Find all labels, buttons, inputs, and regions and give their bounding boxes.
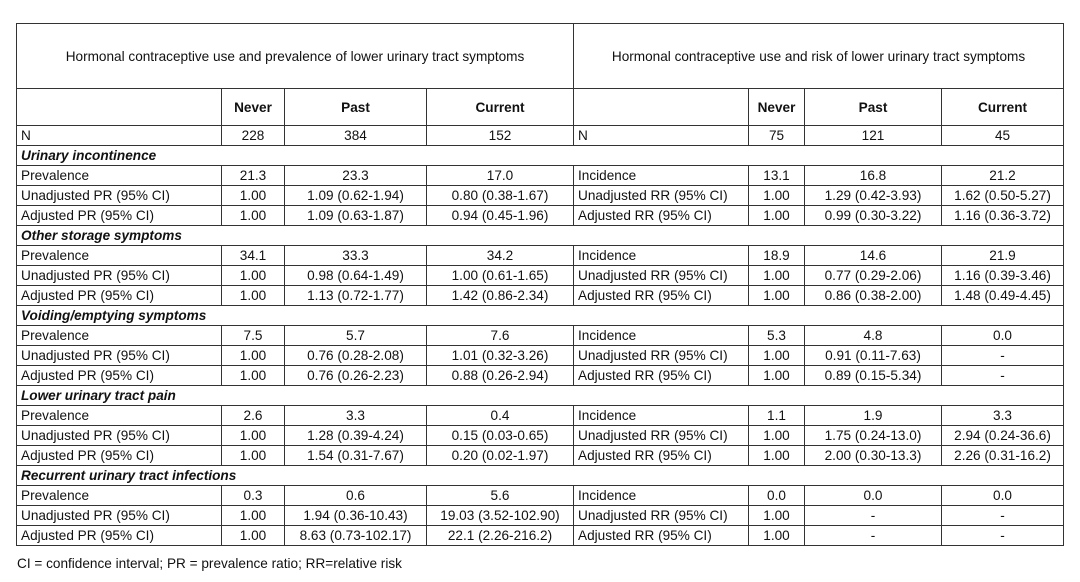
value-past-left: 1.13 (0.72-1.77) (285, 286, 427, 306)
value-current-right: - (942, 366, 1064, 386)
row-label-left: Prevalence (17, 406, 222, 426)
n-label-left: N (17, 126, 222, 146)
header-current-left: Current (427, 89, 574, 126)
value-never-right: 13.1 (749, 166, 805, 186)
row-label-left: Prevalence (17, 246, 222, 266)
value-never-left: 1.00 (222, 266, 285, 286)
row-label-right: Incidence (574, 166, 749, 186)
row-label-right: Unadjusted RR (95% CI) (574, 346, 749, 366)
header-current-right: Current (942, 89, 1064, 126)
section-title: Voiding/emptying symptoms (17, 306, 1064, 326)
section-row (17, 226, 1064, 246)
n-never-left: 228 (222, 126, 285, 146)
header-never-right: Never (749, 89, 805, 126)
value-never-right: 1.00 (749, 346, 805, 366)
row-label-right: Unadjusted RR (95% CI) (574, 426, 749, 446)
value-current-right: 1.62 (0.50-5.27) (942, 186, 1064, 206)
value-never-right: 1.00 (749, 186, 805, 206)
table-row (17, 346, 1064, 366)
value-past-left: 0.76 (0.28-2.08) (285, 346, 427, 366)
value-past-left: 1.28 (0.39-4.24) (285, 426, 427, 446)
n-never-right: 75 (749, 126, 805, 146)
value-past-right: 0.0 (805, 486, 942, 506)
value-past-left: 0.76 (0.26-2.23) (285, 366, 427, 386)
value-past-right: 16.8 (805, 166, 942, 186)
header-empty-right (574, 89, 749, 126)
table-row (17, 446, 1064, 466)
value-past-left: 5.7 (285, 326, 427, 346)
section-title: Urinary incontinence (17, 146, 1064, 166)
row-label-right: Incidence (574, 326, 749, 346)
row-label-left: Adjusted PR (95% CI) (17, 526, 222, 546)
row-label-left: Unadjusted PR (95% CI) (17, 426, 222, 446)
n-past-left: 384 (285, 126, 427, 146)
row-label-right: Incidence (574, 246, 749, 266)
row-label-left: Adjusted PR (95% CI) (17, 366, 222, 386)
value-current-right: - (942, 346, 1064, 366)
row-label-left: Unadjusted PR (95% CI) (17, 346, 222, 366)
table-row (17, 326, 1064, 346)
section-title: Other storage symptoms (17, 226, 1064, 246)
value-never-left: 1.00 (222, 506, 285, 526)
value-current-right: 21.9 (942, 246, 1064, 266)
value-never-right: 1.00 (749, 526, 805, 546)
row-label-right: Adjusted RR (95% CI) (574, 526, 749, 546)
value-never-right: 1.00 (749, 286, 805, 306)
value-never-right: 5.3 (749, 326, 805, 346)
value-never-right: 18.9 (749, 246, 805, 266)
value-past-right: 4.8 (805, 326, 942, 346)
value-current-right: 2.94 (0.24-36.6) (942, 426, 1064, 446)
value-past-left: 0.6 (285, 486, 427, 506)
n-current-right: 45 (942, 126, 1064, 146)
footnote: CI = confidence interval; PR = prevalence ratio; RR=relative risk (17, 556, 402, 571)
value-never-left: 1.00 (222, 366, 285, 386)
value-current-left: 1.00 (0.61-1.65) (427, 266, 574, 286)
value-past-right: 0.77 (0.29-2.06) (805, 266, 942, 286)
value-current-left: 5.6 (427, 486, 574, 506)
row-label-left: Adjusted PR (95% CI) (17, 206, 222, 226)
n-current-left: 152 (427, 126, 574, 146)
section-row (17, 466, 1064, 486)
header-empty-left (17, 89, 222, 126)
value-current-right: 21.2 (942, 166, 1064, 186)
row-label-right: Unadjusted RR (95% CI) (574, 266, 749, 286)
row-label-left: Unadjusted PR (95% CI) (17, 506, 222, 526)
value-past-right: 1.75 (0.24-13.0) (805, 426, 942, 446)
value-past-right: 0.91 (0.11-7.63) (805, 346, 942, 366)
n-past-right: 121 (805, 126, 942, 146)
header-never-left: Never (222, 89, 285, 126)
value-never-right: 1.00 (749, 206, 805, 226)
row-label-left: Prevalence (17, 166, 222, 186)
column-header-row (17, 89, 1064, 126)
value-past-left: 33.3 (285, 246, 427, 266)
value-current-left: 17.0 (427, 166, 574, 186)
value-current-right: 1.48 (0.49-4.45) (942, 286, 1064, 306)
value-current-left: 1.01 (0.32-3.26) (427, 346, 574, 366)
n-row (17, 126, 1064, 146)
table-row (17, 406, 1064, 426)
table-row (17, 206, 1064, 226)
header-past-right: Past (805, 89, 942, 126)
value-past-right: - (805, 526, 942, 546)
value-current-right: - (942, 506, 1064, 526)
value-past-right: 1.29 (0.42-3.93) (805, 186, 942, 206)
row-label-left: Prevalence (17, 326, 222, 346)
table-row (17, 286, 1064, 306)
value-current-left: 7.6 (427, 326, 574, 346)
value-current-right: 1.16 (0.36-3.72) (942, 206, 1064, 226)
value-never-right: 1.00 (749, 426, 805, 446)
table-row (17, 486, 1064, 506)
row-label-left: Adjusted PR (95% CI) (17, 446, 222, 466)
value-past-left: 8.63 (0.73-102.17) (285, 526, 427, 546)
results-table (16, 23, 1064, 546)
value-past-right: 14.6 (805, 246, 942, 266)
table-row (17, 506, 1064, 526)
row-label-left: Prevalence (17, 486, 222, 506)
value-past-left: 0.98 (0.64-1.49) (285, 266, 427, 286)
row-label-left: Adjusted PR (95% CI) (17, 286, 222, 306)
value-past-right: 0.89 (0.15-5.34) (805, 366, 942, 386)
row-label-left: Unadjusted PR (95% CI) (17, 186, 222, 206)
section-row (17, 386, 1064, 406)
row-label-right: Adjusted RR (95% CI) (574, 366, 749, 386)
value-never-left: 1.00 (222, 426, 285, 446)
value-current-right: 2.26 (0.31-16.2) (942, 446, 1064, 466)
value-current-left: 0.15 (0.03-0.65) (427, 426, 574, 446)
value-current-left: 0.4 (427, 406, 574, 426)
value-current-right: 0.0 (942, 486, 1064, 506)
value-current-left: 19.03 (3.52-102.90) (427, 506, 574, 526)
value-past-left: 1.94 (0.36-10.43) (285, 506, 427, 526)
value-past-left: 3.3 (285, 406, 427, 426)
section-title: Lower urinary tract pain (17, 386, 1064, 406)
n-label-right: N (574, 126, 749, 146)
section-title: Recurrent urinary tract infections (17, 466, 1064, 486)
value-current-left: 1.42 (0.86-2.34) (427, 286, 574, 306)
table-row (17, 426, 1064, 446)
value-current-right: 0.0 (942, 326, 1064, 346)
value-never-right: 1.00 (749, 506, 805, 526)
section-row (17, 306, 1064, 326)
value-current-right: - (942, 526, 1064, 546)
table-row (17, 186, 1064, 206)
value-past-right: 0.86 (0.38-2.00) (805, 286, 942, 306)
left-panel-title: Hormonal contraceptive use and prevalence of lower urinary tract symptoms (17, 24, 574, 89)
row-label-right: Adjusted RR (95% CI) (574, 446, 749, 466)
table-row (17, 526, 1064, 546)
row-label-right: Unadjusted RR (95% CI) (574, 506, 749, 526)
value-never-left: 1.00 (222, 186, 285, 206)
value-current-right: 1.16 (0.39-3.46) (942, 266, 1064, 286)
row-label-left: Unadjusted PR (95% CI) (17, 266, 222, 286)
table-row (17, 246, 1064, 266)
value-past-right: 1.9 (805, 406, 942, 426)
panel-title-row (17, 24, 1064, 89)
value-current-left: 0.88 (0.26-2.94) (427, 366, 574, 386)
value-current-left: 34.2 (427, 246, 574, 266)
row-label-right: Adjusted RR (95% CI) (574, 286, 749, 306)
value-never-left: 1.00 (222, 346, 285, 366)
value-past-right: 2.00 (0.30-13.3) (805, 446, 942, 466)
value-past-left: 1.09 (0.62-1.94) (285, 186, 427, 206)
value-past-left: 23.3 (285, 166, 427, 186)
value-current-left: 22.1 (2.26-216.2) (427, 526, 574, 546)
row-label-right: Incidence (574, 486, 749, 506)
value-never-left: 21.3 (222, 166, 285, 186)
header-past-left: Past (285, 89, 427, 126)
value-past-left: 1.54 (0.31-7.67) (285, 446, 427, 466)
value-never-left: 0.3 (222, 486, 285, 506)
value-past-left: 1.09 (0.63-1.87) (285, 206, 427, 226)
right-panel-title: Hormonal contraceptive use and risk of lower urinary tract symptoms (574, 24, 1064, 89)
value-never-left: 34.1 (222, 246, 285, 266)
value-never-left: 1.00 (222, 286, 285, 306)
value-current-left: 0.80 (0.38-1.67) (427, 186, 574, 206)
row-label-right: Incidence (574, 406, 749, 426)
value-never-left: 7.5 (222, 326, 285, 346)
table-row (17, 166, 1064, 186)
value-current-right: 3.3 (942, 406, 1064, 426)
value-never-left: 1.00 (222, 446, 285, 466)
section-row (17, 146, 1064, 166)
value-never-right: 1.00 (749, 446, 805, 466)
row-label-right: Adjusted RR (95% CI) (574, 206, 749, 226)
value-never-left: 1.00 (222, 206, 285, 226)
value-never-left: 2.6 (222, 406, 285, 426)
value-current-left: 0.94 (0.45-1.96) (427, 206, 574, 226)
value-current-left: 0.20 (0.02-1.97) (427, 446, 574, 466)
value-never-right: 0.0 (749, 486, 805, 506)
value-past-right: - (805, 506, 942, 526)
value-never-left: 1.00 (222, 526, 285, 546)
table-row (17, 366, 1064, 386)
value-past-right: 0.99 (0.30-3.22) (805, 206, 942, 226)
value-never-right: 1.00 (749, 266, 805, 286)
row-label-right: Unadjusted RR (95% CI) (574, 186, 749, 206)
value-never-right: 1.1 (749, 406, 805, 426)
table-row (17, 266, 1064, 286)
value-never-right: 1.00 (749, 366, 805, 386)
